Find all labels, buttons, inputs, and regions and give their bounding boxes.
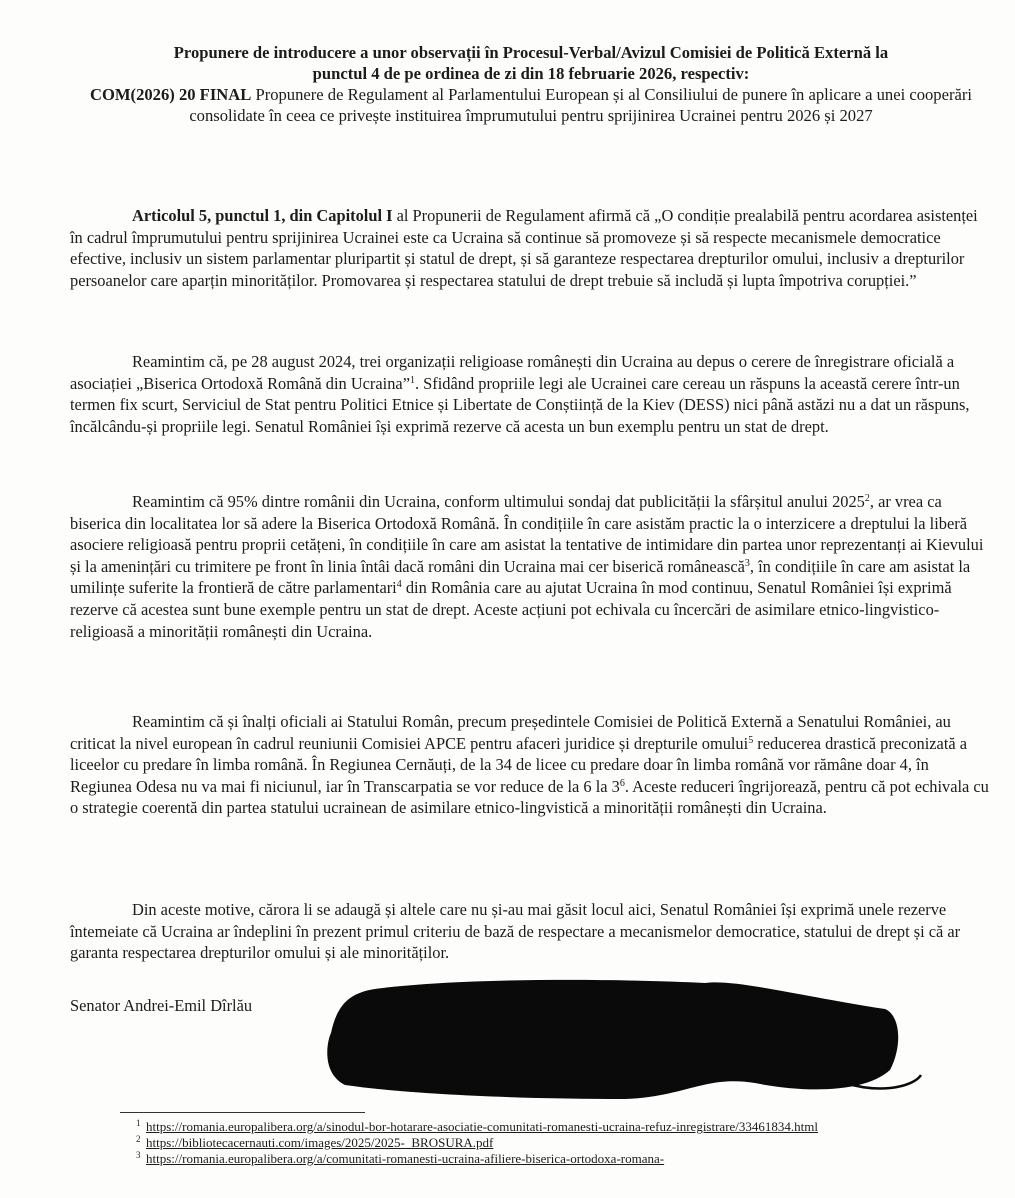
footnote-link-1[interactable]: https://romania.europalibera.org/a/sinodul-bor-hotarare-asociatie-comunitati-romanesti-ucraina-refuz-inregistrare/33461834.html	[146, 1119, 819, 1134]
redaction-blob	[327, 980, 898, 1099]
signature-line: Senator Andrei-Emil Dîrlău	[70, 996, 253, 1015]
footnote-ref-2[interactable]: 2	[864, 493, 870, 504]
header-line-1: Propunere de introducere a unor observații în Procesul-Verbal/Avizul Comisiei de Politică Externă la	[173, 43, 889, 62]
paragraph-5: Din aceste motive, cărora li se adaugă și altele care nu și-au mai găsit locul aici, Senatul României își exprimă unele rezerve întemeiate că Ucraina ar îndeplini în prezent primul criteriu de bază de respectare a mecanismelor democratice, statului de drept și că ar garanta respectarea drepturilor omului și ale minorităților.	[70, 900, 961, 963]
paragraph-2: Reamintim că, pe 28 august 2024, trei organizații religioase românești din Ucraina au depus o cerere de înregistrare oficială a asociației „Biserica Ortodoxă Română din Ucraina”$^1$. Sfidând propriile legi ale Ucrainei care cereau un răspuns la această cerere într-un termen fix scurt, Serviciul de Stat pentru Politici Etnice și Libertate de Conștiință de la Kiev (DESS) nici până astăzi nu a dat un răspuns, încălcându-și propriile legi. Senatul României își exprimă rezerve că acesta un bun exemplu pentru un stat de drept.	[70, 352, 970, 436]
footnote-ref-1[interactable]: 1	[409, 374, 415, 386]
header-line-2: punctul 4 de pe ordinea de zi din 18 februarie 2026, respectiv:	[312, 64, 750, 83]
footnote-link-2[interactable]: https://bibliotecacernauti.com/images/2025/2025-_BROSURA.pdf	[146, 1135, 494, 1150]
com-reference: COM(2026) 20 FINAL	[90, 85, 252, 104]
footnote-ref-6[interactable]: 6	[619, 777, 625, 789]
header-com-line	[66, 84, 996, 126]
footnote-1: 1 https://romania.europalibera.org/a/sinodul-bor-hotarare-asociatie-comunitati-romanesti-ucraina-refuz-inregistrare/33461834.html	[136, 1118, 819, 1134]
document-header	[66, 42, 996, 126]
footnote-link-3[interactable]: https://romania.europalibera.org/a/comunitati-romanesti-ucraina-afiliere-biserica-ortodoxa-romana-	[146, 1151, 665, 1166]
paragraph-1: Articolul 5, punctul 1, din Capitolul I al Propunerii de Regulament afirmă că „O condiție prealabilă pentru acordarea asistenței în cadrul împrumutului pentru sprijinirea Ucrainei este ca Ucraina să continue să promoveze și să respecte mecanismele democratice efective, inclusiv un sistem parlamentar pluripartit și statul de drept, și să garanteze respectarea drepturilor omului, inclusiv a drepturilor persoanelor care aparțin minorităților. Promovarea și respectarea statului de drept trebuie să includă și lupta împotriva corupției.”	[70, 206, 978, 290]
footnotes-section	[120, 1112, 1010, 1167]
paragraph-4: Reamintim că și înalți oficiali ai Statului Român, precum președintele Comisiei de Politică Externă a Senatului României, au criticat la nivel european în cadrul reuniunii Comisiei APCE pentru afaceri juridice și drepturile omului$^5$ reducerea drastică preconizată a liceelor cu predare în limba română. În Regiunea Cernăuți, de la 34 de licee cu predare doar în limba română vor rămâne doar 4, în Regiunea Odesa nu va mai fi niciunul, iar în Transcarpatia se vor reduce de la 6 la $3^6$. Aceste reduceri îngrijorează, pentru că pot echivala cu o strategie coerentă din partea statului ucrainean de asimilare etnico-lingvistică a minorității românești din Ucraina.	[70, 712, 989, 818]
com-description: Propunere de Regulament al Parlamentului European și al Consiliului de punere în aplicare a unei cooperări consolidate în ceea ce privește instituirea împrumutului pentru sprijinirea Ucrainei pentru 2026 și 2027	[189, 85, 972, 125]
paragraph-3: Reamintim că 95% dintre românii din Ucraina, conform ultimului sondaj dat publicității la sfârșitul anului 2025$^2$, ar vrea ca biserica din localitatea lor să adere la Biserica Ortodoxă Română. În condițiile în care asistăm practic la o interzicere a dreptului la liberă asociere religioasă pentru proprii cetățeni, în condițiile în care am asistat la tentative de intimidare din partea unor reprezentanți ai Kievului și la amenințări cu trimitere pe front în linia întâi dacă români din Ucraina mai cer biserică românească$^3$, în condițiile în care am asistat la umilințe suferite la frontieră de către parlamentari$^4$ din România care au ajutat Ucraina în mod continuu, Senatul României își exprimă rezerve că acestea sunt bune exemple pentru un stat de drept. Aceste acțiuni pot echivala cu încercări de asimilare etnico-lingvistico-religioasă a minorității românești din Ucraina.	[70, 492, 984, 641]
footnote-3: 3 https://romania.europalibera.org/a/comunitati-romanesti-ucraina-afiliere-biserica-ortodoxa-romana-	[136, 1150, 665, 1166]
redaction-scribble	[325, 975, 925, 1100]
article-reference: Articolul 5, punctul 1, din Capitolul I	[132, 206, 393, 225]
footnote-divider	[120, 1112, 365, 1113]
footnote-ref-4[interactable]: 4	[396, 579, 402, 591]
footnote-ref-3[interactable]: 3	[744, 557, 750, 569]
footnote-2: 2 https://bibliotecacernauti.com/images/2025/2025-_BROSURA.pdf	[136, 1134, 494, 1150]
footnote-ref-5[interactable]: 5	[748, 734, 754, 746]
